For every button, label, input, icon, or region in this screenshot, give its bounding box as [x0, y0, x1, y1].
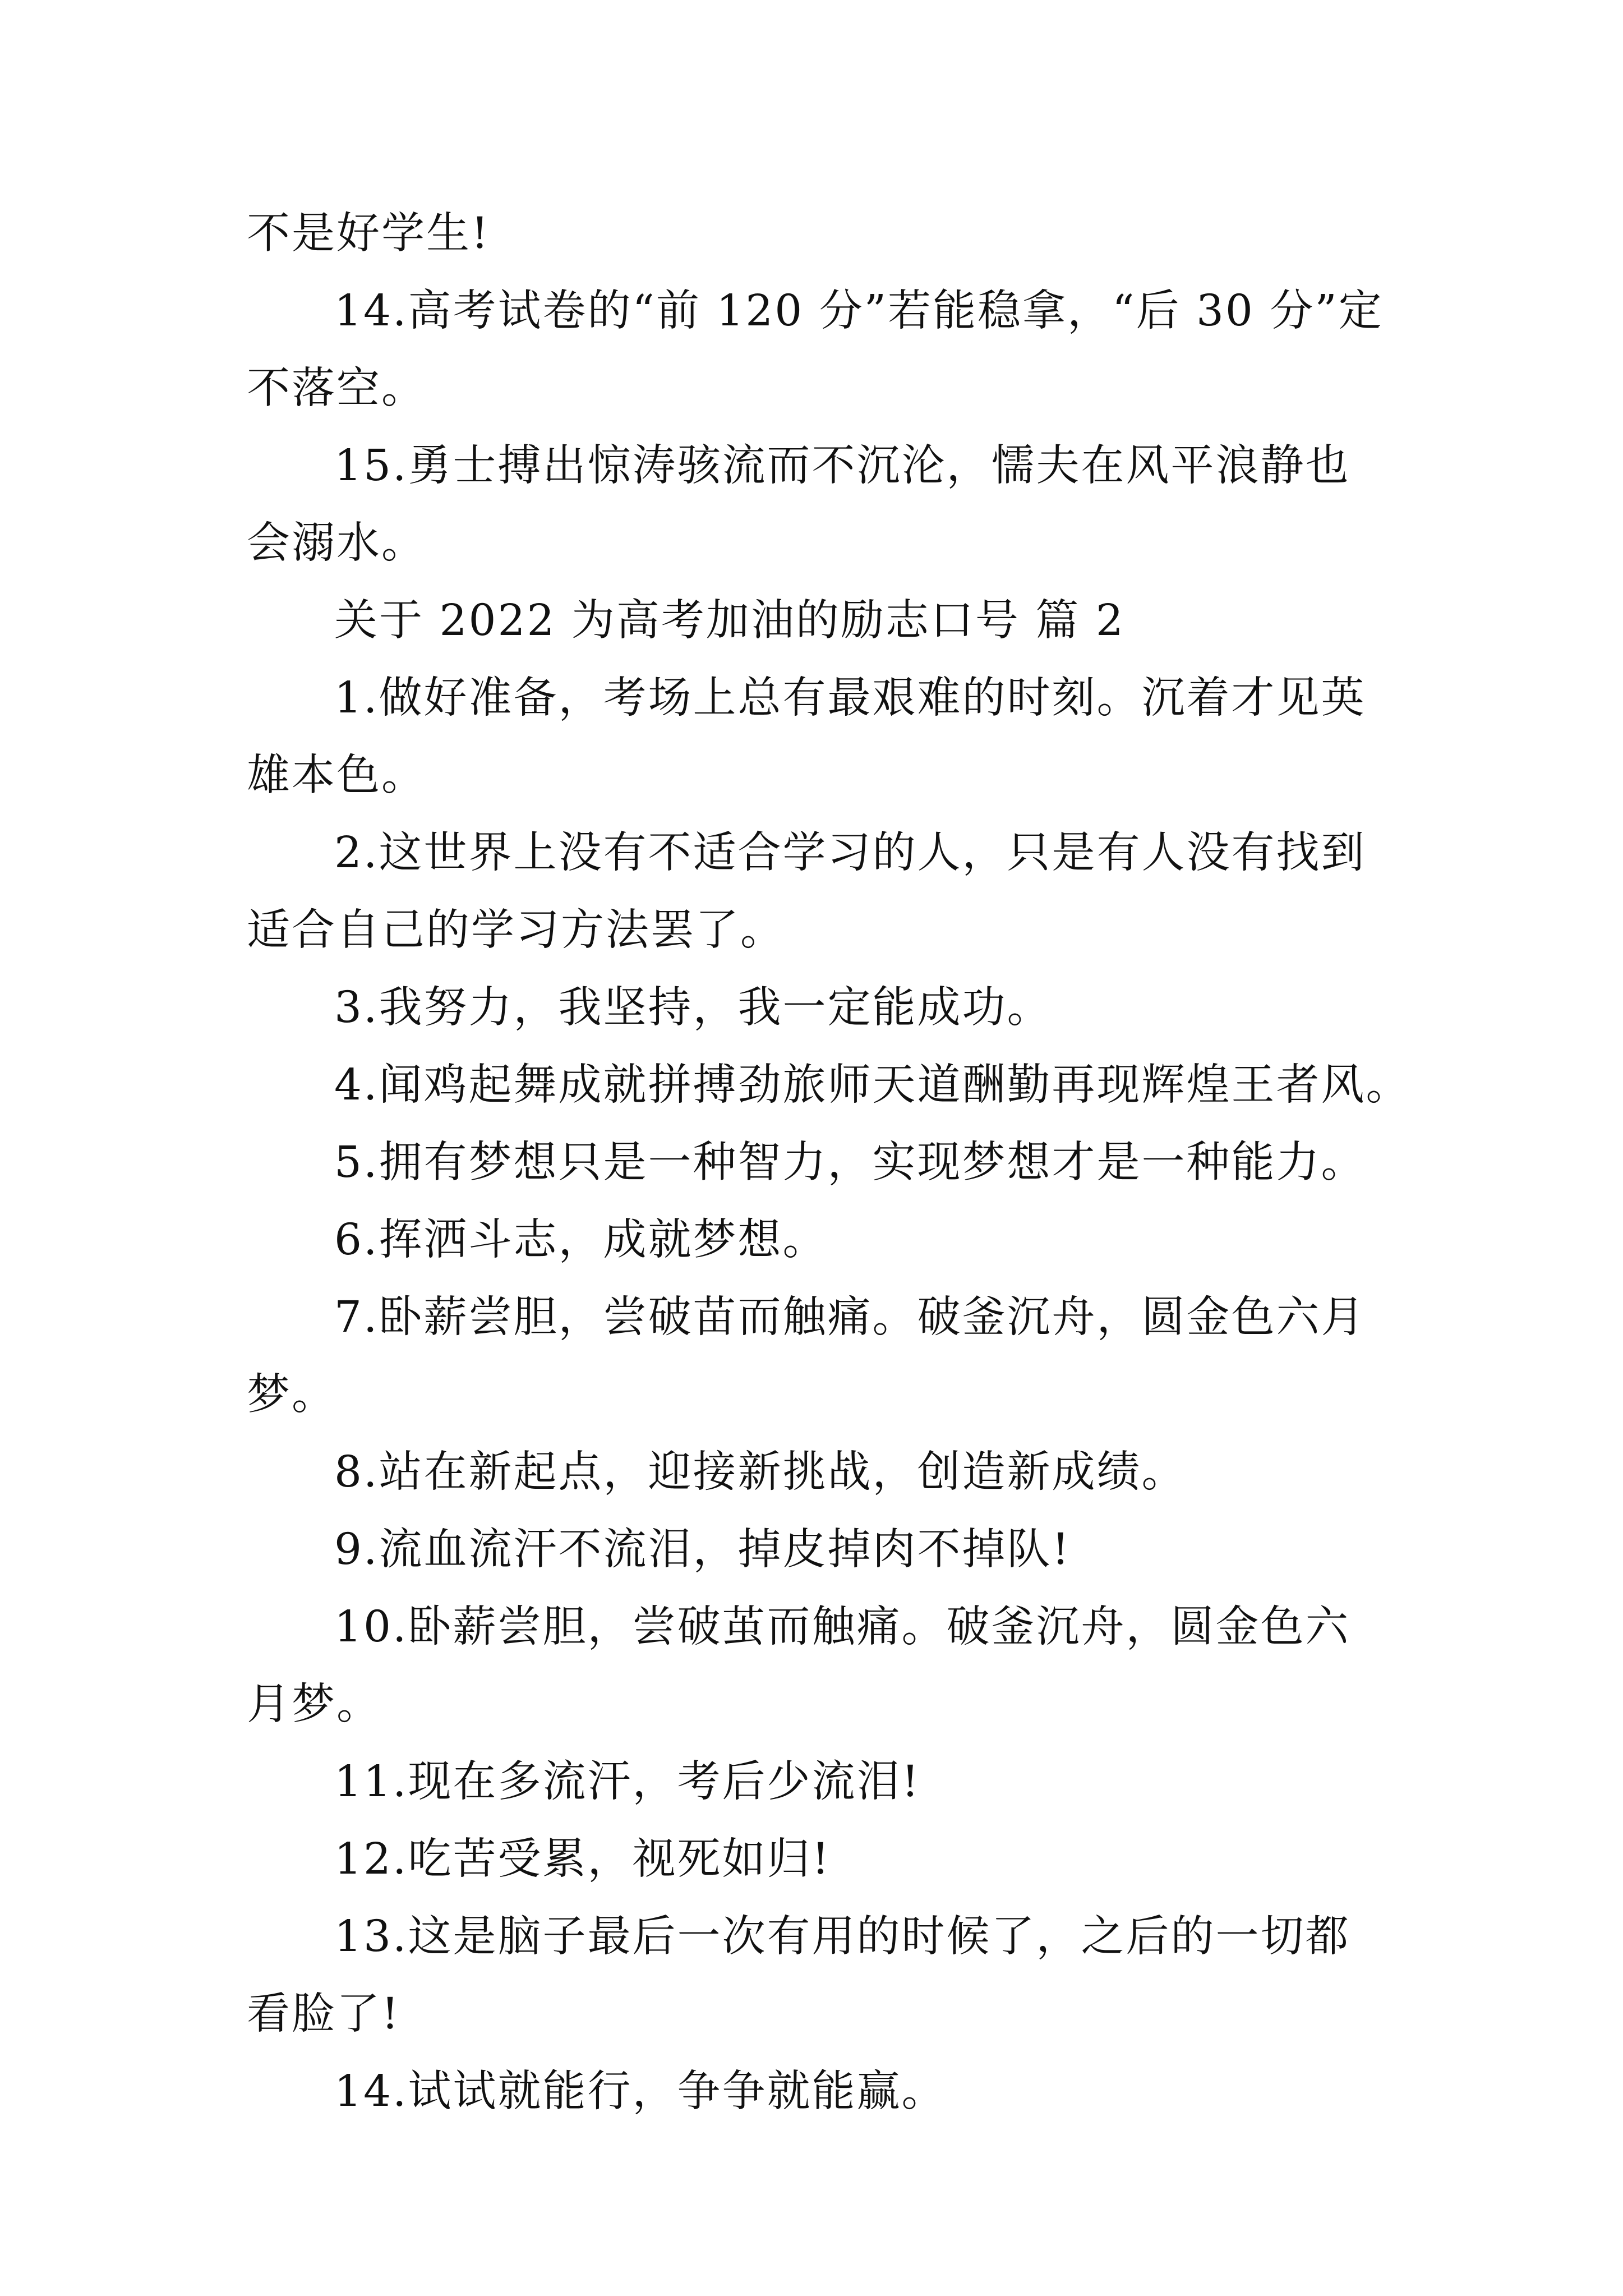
- paragraph-item-3: 3.我努力，我坚持，我一定能成功。: [334, 983, 1052, 1033]
- paragraph-item-10: 10.卧薪尝胆，尝破茧而触痛。破釜沉舟，圆金色六月梦。: [247, 1602, 1350, 1729]
- paragraph-continuation: 不是好学生!: [247, 209, 490, 259]
- paragraph-item-8: 8.站在新起点，迎接新挑战，创造新成绩。: [334, 1447, 1187, 1497]
- paragraph-item-14b: 14.试试就能行，争争就能赢。: [334, 2067, 947, 2116]
- paragraph-item-11: 11.现在多流汗，考后少流泪!: [334, 1757, 921, 1807]
- paragraph-item-5: 5.拥有梦想只是一种智力，实现梦想才是一种能力。: [334, 1138, 1366, 1188]
- paragraph-item-12: 12.吃苦受累，视死如归!: [334, 1834, 831, 1884]
- paragraph-item-1: 1.做好准备，考场上总有最艰难的时刻。沉着才见英雄本色。: [247, 673, 1366, 800]
- paragraph-item-7: 7.卧薪尝胆，尝破苗而触痛。破釜沉舟，圆金色六月梦。: [247, 1292, 1366, 1420]
- paragraph-item-9: 9.流血流汗不流泪，掉皮掉肉不掉队!: [334, 1525, 1071, 1575]
- paragraph-item-6: 6.挥洒斗志，成就梦想。: [334, 1215, 828, 1265]
- paragraph-item-2: 2.这世界上没有不适合学习的人，只是有人没有找到适合自己的学习方法罢了。: [247, 828, 1366, 955]
- paragraph-item-13: 13.这是脑子最后一次有用的时候了，之后的一切都看脸了!: [247, 1912, 1350, 2039]
- paragraph-item-15: 15.勇士搏出惊涛骇流而不沉沦，懦夫在风平浪静也会溺水。: [247, 441, 1350, 568]
- section-heading: 关于 2022 为高考加油的励志口号 篇 2: [334, 596, 1125, 646]
- paragraph-item-4: 4.闻鸡起舞成就拼搏劲旅师天道酬勤再现辉煌王者风。: [334, 1060, 1411, 1110]
- paragraph-item-14: 14.高考试卷的“前 120 分”若能稳拿，“后 30 分”定不落空。: [247, 286, 1384, 413]
- document-body: [247, 195, 1411, 2131]
